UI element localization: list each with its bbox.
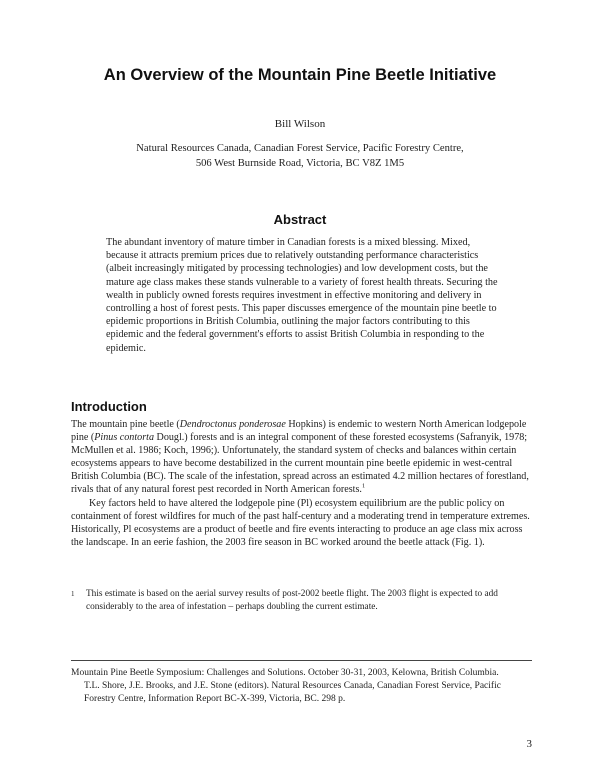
page-number: 3 <box>526 738 532 750</box>
introduction-heading: Introduction <box>71 399 147 414</box>
footnote-reference[interactable]: 1 <box>361 483 366 491</box>
author-affiliation <box>0 141 600 171</box>
affiliation-line-1: Natural Resources Canada, Canadian Forest Service, Pacific Forestry Centre, <box>136 143 464 154</box>
abstract-text: The abundant inventory of mature timber in Canadian forests is a mixed blessing. Mixed, because it attracts premium prices due to relatively outstanding performance characteristics (albeit increasingly mitigated by processing technologies) and low development costs, but the mature age class makes these stands vulnerable to a variety of forest health threats. Securing the wealth in publicly owned forests requires investment in effective monitoring and delivery in controlling a host of forest pests. This paper discusses emergence of the mountain pine beetle to epidemic proportions in British Columbia, outlining the major factors contributing to this epidemic and the federal government's efforts to assist British Columbia in responding to the epidemic. <box>106 237 498 354</box>
species-name: Dendroctonus ponderosae <box>179 419 286 430</box>
species-name: Pinus contorta <box>94 432 154 444</box>
author-name: Bill Wilson <box>274 118 326 130</box>
abstract-heading: Abstract <box>273 212 327 227</box>
citation-details: T.L. Shore, J.E. Brooks, and J.E. Stone (editors). Natural Resources Canada, Canadian Forest Service, Pacific Forestry Centre, Information Report BC-X-399, Victoria, BC. 298 p. <box>84 681 501 704</box>
introduction-paragraph-1: The mountain pine beetle (Dendroctonus ponderosae Hopkins) is endemic to western North American lodgepole pine (Pinus contorta Dougl.) forests and is an integral component of these forested ecosystems (Safranyik, 1978; McMullen et al. 1986; Koch, 1996;). Unfortunately, the standard system of checks and balances within certain ecosystems appears to have become destabilized in the current mountain pine beetle epidemic in west-central British Columbia (BC). The scale of the infestation, spread across an estimated 4.2 million hectares of forestland, rivals that of any natural forest pest recorded in North American forests.$^1$ <box>71 419 529 496</box>
citation-line-1: Mountain Pine Beetle Symposium: Challenges and Solutions. October 30-31, 2003, Kelowna, British Columbia. <box>71 668 499 678</box>
footnote-mark: 1 <box>71 590 75 598</box>
introduction-paragraph-2: Key factors held to have altered the lodgepole pine (Pl) ecosystem equilibrium are the public policy on containment of forest wildfires for much of the past half-century and a moderating trend in temperature extremes. Historically, Pl ecosystems are a product of beetle and fire events interacting to produce an age class mix across the landscape. In an eerie fashion, the 2003 fire season in BC worked around the beetle attack (Fig. 1). <box>71 497 530 548</box>
footnote-text: This estimate is based on the aerial survey results of post-2002 beetle flight. The 2003 flight is expected to add considerably to the area of infestation – perhaps doubling the current estimate. <box>86 589 498 612</box>
citation-divider <box>71 660 532 661</box>
introduction-body <box>71 418 532 549</box>
affiliation-line-2: 506 West Burnside Road, Victoria, BC V8Z 1M5 <box>195 158 405 169</box>
citation <box>71 667 532 706</box>
footnote <box>71 588 532 613</box>
paper-title: An Overview of the Mountain Pine Beetle Initiative <box>103 66 497 84</box>
